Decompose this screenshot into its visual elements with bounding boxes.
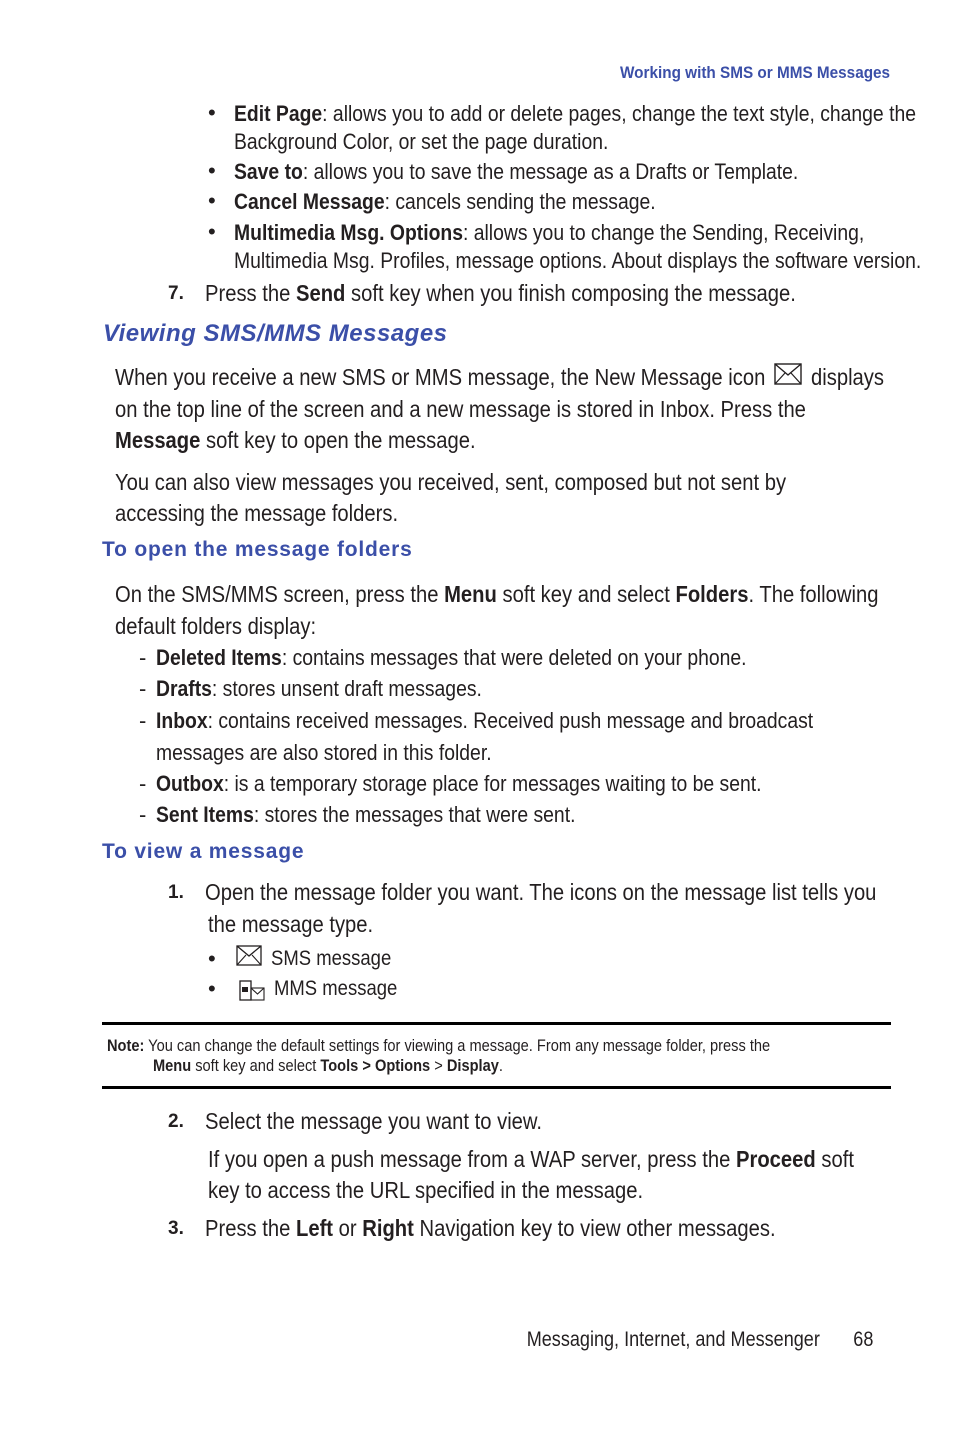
folder-item-inbox-cont: messages are also stored in this folder. [156,740,492,765]
text: soft key to open the message. [200,427,476,453]
step-number: 3. [168,1218,184,1239]
step-7-text [205,278,796,309]
running-header: Working with SMS or MMS Messages [619,63,890,82]
bullet-cancel-message [234,186,656,217]
note-bottom-rule [102,1086,891,1089]
text: When you receive a new SMS or MMS message, the New Message icon [115,364,771,390]
bullet-multimedia-options [234,217,864,248]
key-name: Left [295,1215,334,1241]
envelope-icon [774,363,802,385]
term: Save to [234,159,303,184]
note-line [153,1056,503,1076]
key-name: Right [362,1215,414,1241]
text: On the SMS/MMS screen, press the [115,581,445,607]
step-number: 1. [168,882,184,903]
desc: : allows you to change the Sending, Receiving, [462,220,865,245]
icon-item-label: SMS message [271,946,392,970]
term: Outbox [156,771,224,796]
term: Multimedia Msg. Options [234,220,463,245]
step-2-detail-cont: key to access the URL specified in the message. [208,1177,644,1203]
paragraph-line: default folders display: [115,613,317,639]
bullet-edit-page [234,98,916,129]
mms-icon [239,980,265,1002]
text: soft key and select [191,1056,321,1075]
page-number: 68 [852,1328,873,1351]
bullet-dot: • [208,219,216,244]
bullet-dot: • [208,158,216,183]
step-number: 2. [168,1111,184,1132]
folder-item-drafts [156,673,482,704]
desc: : stores unsent draft messages. [211,676,482,701]
desc: : cancels sending the message. [384,189,656,214]
desc: : allows you to save the message as a Drafts or Template. [302,159,799,184]
text: You can change the default settings for viewing a message. From any message folder, press the [144,1036,771,1055]
text: or [333,1215,363,1241]
key-name: Message [115,427,201,453]
dash-marker: - [139,708,147,733]
text: displays [805,364,885,390]
menu-path: Display [446,1056,499,1075]
desc: : contains messages that were deleted on your phone. [281,645,747,670]
note-label: Note: [107,1036,145,1055]
step-number: 7. [168,283,184,304]
section-heading: Viewing SMS/MMS Messages [103,320,448,347]
dash-marker: - [139,771,147,796]
step-3-text [205,1213,776,1244]
folder-item-outbox [156,768,761,799]
step-2-text: Select the message you want to view. [205,1108,543,1134]
step-1-text-cont: the message type. [208,911,374,937]
dash-marker: - [139,676,147,701]
bullet-edit-page-cont: Background Color, or set the page duration. [234,129,609,154]
subsection-heading: To open the message folders [102,538,413,561]
bullet-dot: • [208,188,216,213]
bullet-dot: • [208,946,216,971]
text: Navigation key to view other messages. [413,1215,776,1241]
text: soft [815,1146,854,1172]
term: Drafts [156,676,212,701]
note-top-rule [102,1022,891,1025]
text: Press the [205,280,296,306]
bullet-dot: • [208,976,216,1001]
paragraph-line [115,425,476,456]
paragraph-line [115,362,884,393]
paragraph-line: You can also view messages you received, sent, composed but not sent by [115,469,787,495]
desc: : is a temporary storage place for messages waiting to be sent. [223,771,762,796]
paragraph-line [115,579,878,610]
key-name: Menu [153,1056,192,1075]
term: Cancel Message [234,189,385,214]
envelope-icon [236,945,262,966]
folder-item-inbox [156,705,813,736]
text: . [498,1056,503,1075]
bullet-multimedia-options-cont: Multimedia Msg. Profiles, message options. About displays the software version. [234,248,922,273]
text: If you open a push message from a WAP server, press the [208,1146,736,1172]
step-1-text: Open the message folder you want. The icons on the message list tells you [205,879,877,905]
folder-item-sent [156,799,575,830]
desc: : contains received messages. Received push message and broadcast [207,708,814,733]
term: Sent Items [156,802,254,827]
term: Inbox [156,708,208,733]
dash-marker: - [139,802,147,827]
paragraph-line: accessing the message folders. [115,500,399,526]
subsection-heading: To view a message [102,840,305,863]
key-name: Menu [444,581,497,607]
text: soft key when you finish composing the message. [345,280,796,306]
dash-marker: - [139,645,147,670]
menu-path: Tools > Options [320,1056,431,1075]
paragraph-line: on the top line of the screen and a new message is stored in Inbox. Press the [115,396,806,422]
note-line [107,1036,770,1056]
term: Deleted Items [156,645,282,670]
desc: : allows you to add or delete pages, change the text style, change the [322,101,916,126]
step-2-detail [208,1144,854,1175]
folder-item-deleted [156,642,747,673]
key-name: Proceed [735,1146,816,1172]
text: > [430,1056,447,1075]
term: Edit Page [234,101,323,126]
text: Press the [205,1215,296,1241]
bullet-save-to [234,156,798,187]
key-name: Send [295,280,346,306]
icon-item-label: MMS message [274,976,398,1000]
text: . The following [748,581,879,607]
footer-section-title: Messaging, Internet, and Messenger [526,1328,820,1351]
text: soft key and select [496,581,676,607]
bullet-dot: • [208,100,216,125]
key-name: Folders [675,581,749,607]
desc: : stores the messages that were sent. [253,802,576,827]
